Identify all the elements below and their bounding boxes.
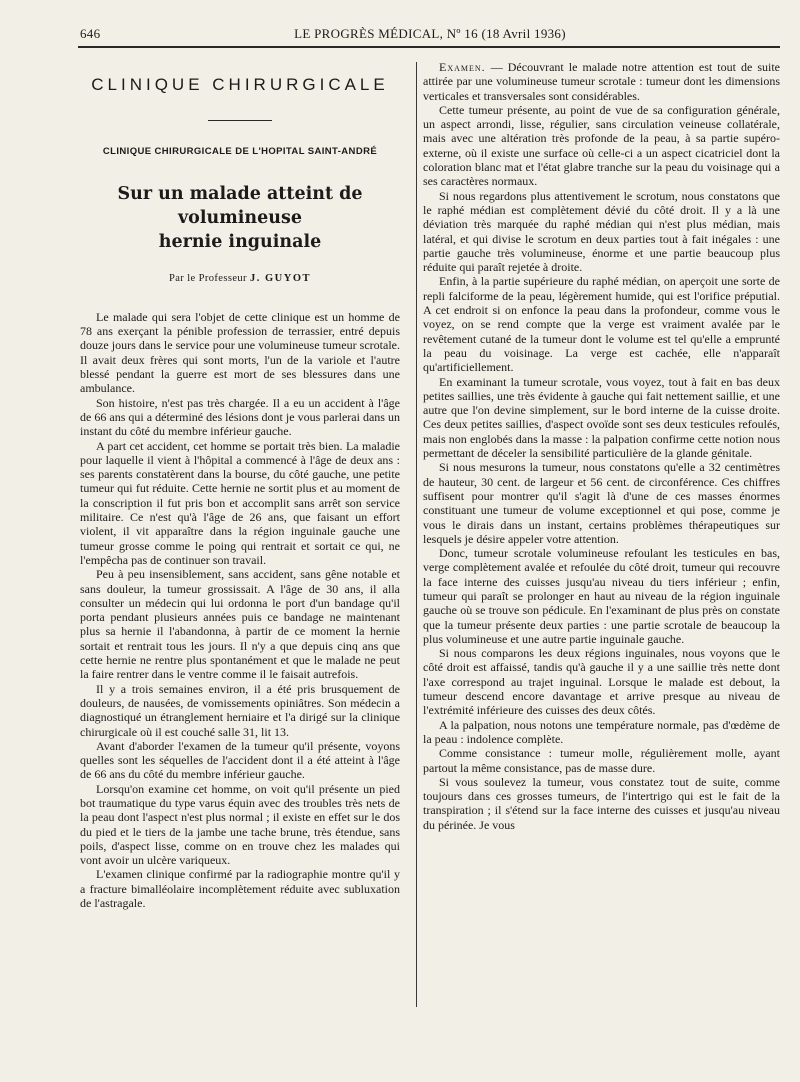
- paragraph: [423, 60, 780, 103]
- paragraph: Si nous mesurons la tumeur, nous constatons qu'elle a 32 centimètres de hauteur, 30 cent. de largeur et 56 cent. de circonférence. Ces chiffres suffisent pour montrer qu'il s'agit là d'une de ces masses énormes constituant une tumeur de volume exceptionnel et qui pose, comme je vous le dirais dans un instant, certains problèmes thérapeutiques sur lesquels je désire appeler votre attention.: [423, 460, 780, 546]
- paragraph: En examinant la tumeur scrotale, vous voyez, tout à fait en bas deux petites saillies, une très évidente à gauche qui fait nettement saillie, et une autre que l'on devine simplement, sur le bord interne de la cuisse droite. Ces deux petites saillies, d'aspect ovoïde sont ses deux testicules refoulés, mais non englobés dans la masse : la palpation confirme cette notion nous permettant de déceler la sensibilité particulière de la glande génitale.: [423, 374, 780, 461]
- paragraph: Peu à peu insensiblement, sans accident, sans gêne notable et sans douleur, la tumeur grossissait. A l'âge de 30 ans, il alla consulter un médecin qui lui ordonna le port d'un bandage qu'il porta pendant plusieurs années puis ce bandage ne maintenant plus sa hernie il l'abandonna, à partir de ce moment la hernie sortait et rentrait tous les jours. Il n'y a que depuis cinq ans que cette hernie ne rentre plus spontanément et que le malade ne peut la faire rentrer dans le ventre comme il le faisait autrefois.: [80, 567, 400, 682]
- paragraph: Avant d'aborder l'examen de la tumeur qu'il présente, voyons quelles sont les séquelles de l'accident dont il a été atteint à l'âge de 66 ans du côté du membre inférieur gauche.: [80, 738, 400, 782]
- byline: [80, 272, 400, 286]
- paragraph: Si nous regardons plus attentivement le scrotum, nous constatons que le raphé médian est complètement dévié du côté droit. Il y a là une déviation très marquée du raphé médian qui n'est plus médian, mais latéral, et qui divise le scrotum en deux parties tout à fait inégales : une partie gauche très volumineuse, énorme et une partie beaucoup plus réduite qui paraît rejetée à droite.: [423, 188, 780, 275]
- page-number: 646: [80, 26, 101, 41]
- subsection-title: CLINIQUE CHIRURGICALE DE L'HOPITAL SAINT-ANDRÉ: [102, 146, 378, 158]
- paragraph: Il y a trois semaines environ, il a été pris brusquement de douleurs, de nausées, de vomissements opiniâtres. Son médecin a diagnostiqué un étranglement herniaire et l'a dirigé sur la clinique chirurgicale où il est couché salle 31, lit 13.: [80, 681, 400, 739]
- paragraph: L'examen clinique confirmé par la radiographie montre qu'il y a fracture bimalléolaire incomplètement réduite avec subluxation de l'astragale.: [80, 867, 400, 911]
- paragraph: Si nous comparons les deux régions inguinales, nous voyons que le côté droit est affaissé, tandis qu'à gauche il y a une saillie très nette dont l'axe correspond au trajet inguinal. Lorsque le malade est debout, la tumeur descend encore davantage et arrive presque au niveau de l'extrémité inférieure des cuisses des deux côtés.: [423, 646, 780, 718]
- title-separator: [208, 120, 272, 121]
- paragraph: A part cet accident, cet homme se portait très bien. La maladie pour laquelle il vient à l'hôpital a commencé à l'âge de deux ans : ses parents constatèrent dans la bourse, du côté gauche, une petite tumeur qui fut réduite. Cette hernie ne sortit plus et au moment de la conscription il fut pris bon et accomplit sans arrêt son service militaire. Ce n'est qu'à l'âge de 26 ans, que faisant un effort violent, il vit apparaître dans la région inguinale gauche une tumeur grosse comme le poing qui rentrait et sortait ce qui, ne l'empêcha pas de continuer son travail.: [80, 438, 400, 567]
- examen-heading: Examen.: [439, 60, 486, 74]
- running-title: LE PROGRÈS MÉDICAL, Nº 16 (18 Avril 1936): [294, 26, 566, 41]
- article-title-line-2: hernie inguinale: [158, 231, 322, 252]
- paragraph: Comme consistance : tumeur molle, régulièrement molle, ayant partout la même consistance, pas de masse dure.: [423, 746, 780, 775]
- author-name: J. GUYOT: [249, 272, 311, 284]
- section-title: CLINIQUE CHIRURGICALE: [91, 75, 389, 94]
- paragraph: Lorsqu'on examine cet homme, on voit qu'il présente un pied bot traumatique du type varus équin avec des troubles très nets de la peau dont l'aspect n'est plus normal ; il existe en effet sur le dos du pied et le tiers de la jambe une tache brune, très étendue, sans poils, d'aspect lisse, comme on en trouve chez les malades qui vont avoir un ulcère variqueux.: [80, 781, 400, 868]
- examen-text: — Découvrant le malade notre attention est tout de suite attirée par une volumineuse tumeur scrotale : tumeur dont les dimensions verticales et transversales sont considérables.: [423, 60, 780, 103]
- right-column: [423, 60, 780, 832]
- left-column: [80, 60, 400, 910]
- running-header: [80, 26, 780, 46]
- byline-prefix: Par le Professeur: [169, 272, 247, 284]
- paragraph: Enfin, à la partie supérieure du raphé médian, on aperçoit une sorte de repli falciforme de la peau, légèrement humide, qui est l'orifice préputial. A cet endroit si on enfonce la peau dans la profondeur, comme vous le voyez, on se rend compte que la verge est vraiment avalée par le revêtement cutané de la tumeur dont le volume est tel qu'elle a emprunté la peau du voisinage. La verge est cachée, elle n'apparaît qu'artificiellement.: [423, 274, 780, 375]
- paragraph: Son histoire, n'est pas très chargée. Il a eu un accident à l'âge de 66 ans qui a déterminé des lésions dont je vous parlerai dans un instant du côté du membre inférieur gauche.: [80, 395, 400, 439]
- column-divider: [416, 62, 417, 1007]
- paragraph: Donc, tumeur scrotale volumineuse refoulant les testicules en bas, verge complètement avalée et refoulée du côté droit, tumeur qui recouvre la face interne des cuisses jusqu'au niveau du tiers inférieur ; enfin, tumeur qui paraît se prolonger en haut au niveau de la région inguinale gauche où se trouve son pédicule. En l'examinant de plus près on constate que la tumeur présente deux parties : une partie scrotale de beaucoup la plus volumineuse et une autre partie inguinale gauche.: [423, 546, 780, 646]
- paragraph: A la palpation, nous notons une température normale, pas d'œdème de la peau : indolence complète.: [423, 717, 780, 746]
- article-title: [80, 182, 400, 254]
- paragraph: Si vous soulevez la tumeur, vous constatez tout de suite, comme toujours dans ces grosses tumeurs, de l'intertrigo qui est le fait de la transpiration ; il s'étend sur la face interne des cuisses et jusqu'au niveau du périnée. Je vous: [423, 774, 780, 832]
- paragraph: Le malade qui sera l'objet de cette clinique est un homme de 78 ans exerçant la pénible profession de terrassier, entré depuis douze jours dans le service pour une volumineuse tumeur scrotale. Il avait deux frères qui sont morts, l'un de la variole et l'autre blessé pendant la guerre est mort de ses blessures dans une ambulance.: [80, 309, 400, 396]
- article-title-line-1: Sur un malade atteint de volumineuse: [117, 183, 363, 228]
- header-rule: [78, 46, 780, 48]
- paragraph: Cette tumeur présente, au point de vue de sa configuration générale, un aspect arrondi, lisse, régulier, sans circulation veineuse collatérale, mais avec une altération très profonde de la peau, à sa partie supéro-externe, où il existe une surface où celle-ci a un aspect cicatriciel dont la coloration blanc mat et l'état glabre tranche sur la peau du voisinage qui a ses caractères normaux.: [423, 102, 780, 189]
